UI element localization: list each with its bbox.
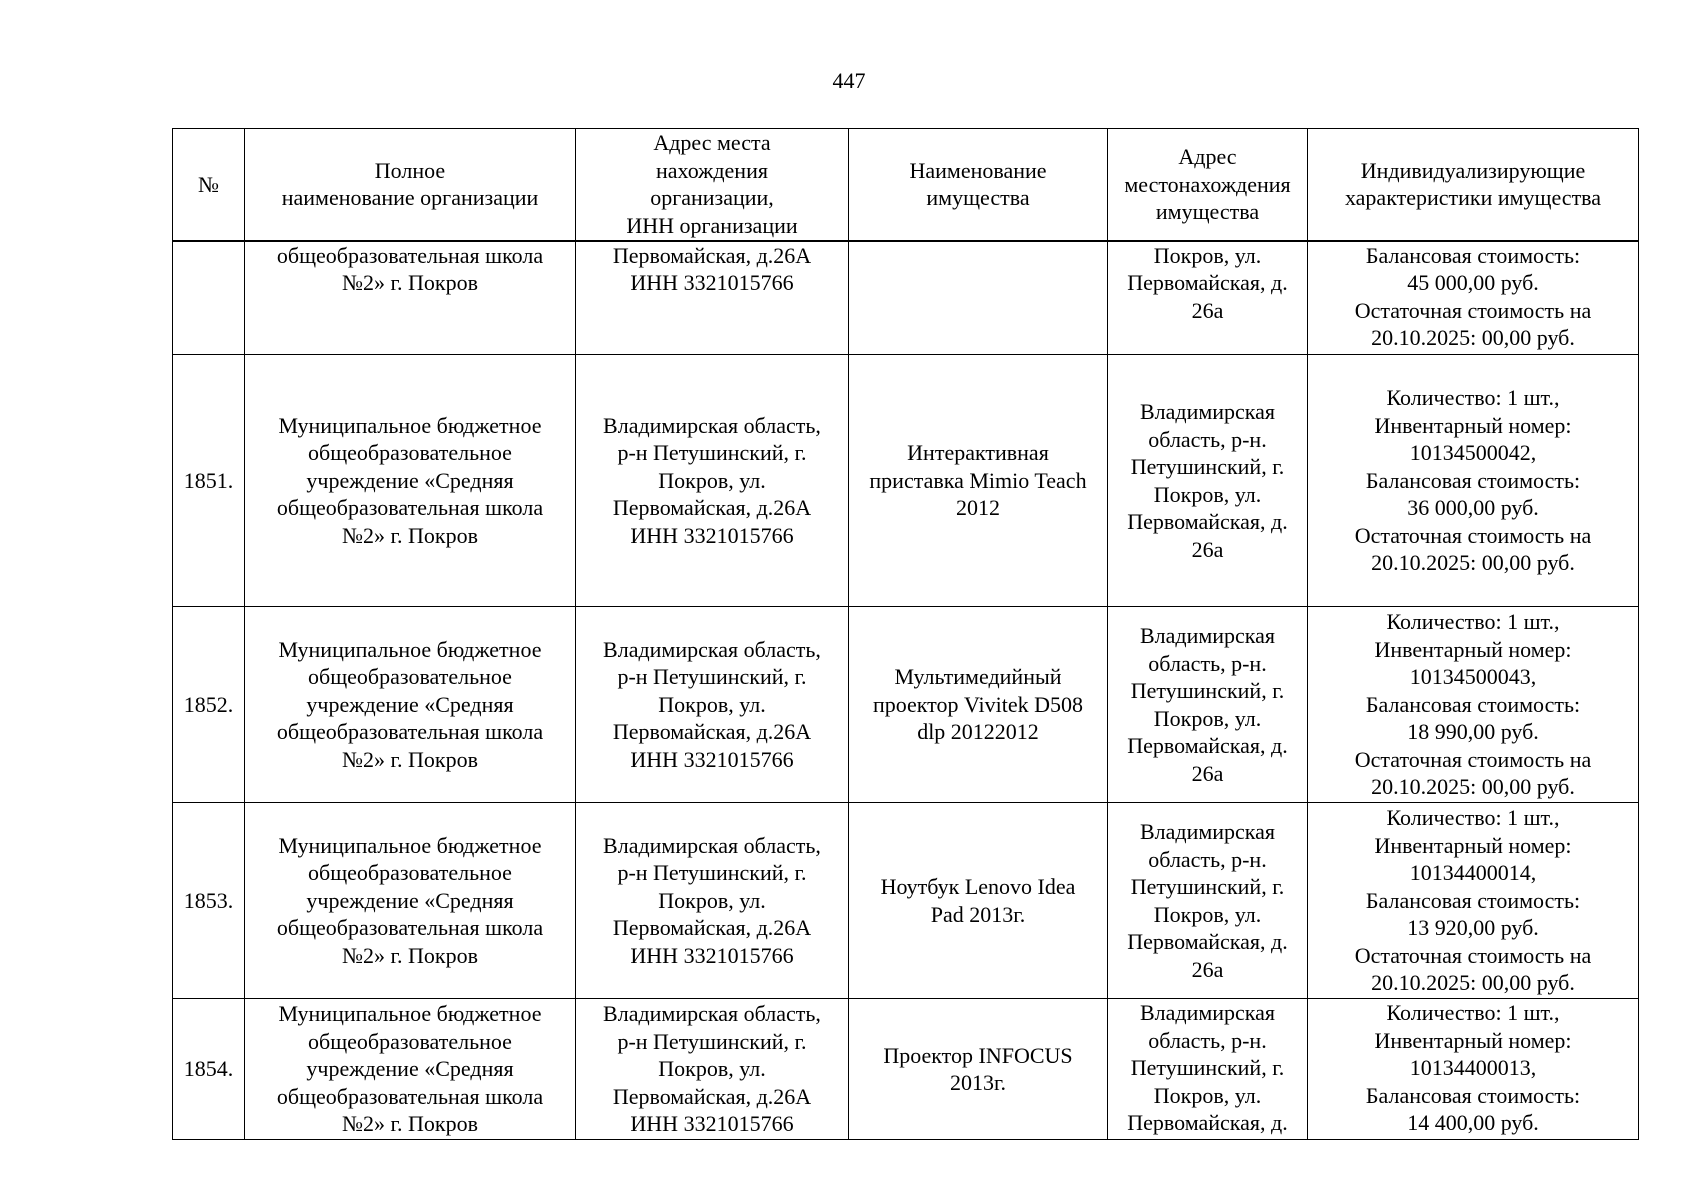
table-row — [173, 607, 1639, 803]
cell-property-address: Владимирская область, р-н. Петушинский, г. Покров, ул. Первомайская, д. 26а — [1108, 355, 1308, 607]
table-row — [173, 355, 1639, 607]
header-property-name: Наименование имущества — [849, 129, 1108, 241]
header-property-address: Адрес местонахождения имущества — [1108, 129, 1308, 241]
header-org-address: Адрес места нахождения организации, ИНН организации — [576, 129, 849, 241]
cell-org-address: Первомайская, д.26А ИНН 3321015766 — [576, 241, 849, 355]
cell-characteristics: Количество: 1 шт., Инвентарный номер: 10134400014, Балансовая стоимость: 13 920,00 руб. Остаточная стоимость на 20.10.2025: 00,00 руб. — [1308, 803, 1639, 999]
cell-property-name: Проектор INFOCUS 2013г. — [849, 999, 1108, 1140]
cell-org-name: Муниципальное бюджетное общеобразовательное учреждение «Средняя общеобразовательная школа №2» г. Покров — [245, 607, 576, 803]
cell-property-address: Владимирская область, р-н. Петушинский, г. Покров, ул. Первомайская, д. — [1108, 999, 1308, 1140]
cell-characteristics: Количество: 1 шт., Инвентарный номер: 10134400013, Балансовая стоимость: 14 400,00 руб. — [1308, 999, 1639, 1140]
cell-property-name: Мультимедийный проектор Vivitek D508 dlp 20122012 — [849, 607, 1108, 803]
header-org-name: Полное наименование организации — [245, 129, 576, 241]
cell-org-name: Муниципальное бюджетное общеобразовательное учреждение «Средняя общеобразовательная школа №2» г. Покров — [245, 355, 576, 607]
cell-org-name: общеобразовательная школа №2» г. Покров — [245, 241, 576, 355]
cell-org-address: Владимирская область, р-н Петушинский, г. Покров, ул. Первомайская, д.26А ИНН 3321015766 — [576, 607, 849, 803]
cell-property-address: Покров, ул. Первомайская, д. 26а — [1108, 241, 1308, 355]
cell-characteristics: Балансовая стоимость: 45 000,00 руб. Остаточная стоимость на 20.10.2025: 00,00 руб. — [1308, 241, 1639, 355]
cell-characteristics: Количество: 1 шт., Инвентарный номер: 10134500042, Балансовая стоимость: 36 000,00 руб. Остаточная стоимость на 20.10.2025: 00,00 руб. — [1308, 355, 1639, 607]
header-number: № — [173, 129, 245, 241]
cell-org-address: Владимирская область, р-н Петушинский, г. Покров, ул. Первомайская, д.26А ИНН 3321015766 — [576, 803, 849, 999]
cell-org-name: Муниципальное бюджетное общеобразовательное учреждение «Средняя общеобразовательная школа №2» г. Покров — [245, 803, 576, 999]
property-registry-table — [172, 128, 1639, 1140]
cell-number: 1851. — [173, 355, 245, 607]
cell-property-address: Владимирская область, р-н. Петушинский, г. Покров, ул. Первомайская, д. 26а — [1108, 803, 1308, 999]
cell-org-address: Владимирская область, р-н Петушинский, г. Покров, ул. Первомайская, д.26А ИНН 3321015766 — [576, 999, 849, 1140]
cell-org-address: Владимирская область, р-н Петушинский, г. Покров, ул. Первомайская, д.26А ИНН 3321015766 — [576, 355, 849, 607]
cell-property-name: Интерактивная приставка Mimio Teach 2012 — [849, 355, 1108, 607]
cell-org-name: Муниципальное бюджетное общеобразовательное учреждение «Средняя общеобразовательная школа №2» г. Покров — [245, 999, 576, 1140]
table-row-continuation — [173, 241, 1639, 355]
cell-characteristics: Количество: 1 шт., Инвентарный номер: 10134500043, Балансовая стоимость: 18 990,00 руб. Остаточная стоимость на 20.10.2025: 00,00 руб. — [1308, 607, 1639, 803]
cell-number: 1852. — [173, 607, 245, 803]
cell-property-address: Владимирская область, р-н. Петушинский, г. Покров, ул. Первомайская, д. 26а — [1108, 607, 1308, 803]
cell-property-name: Ноутбук Lenovo Idea Pad 2013г. — [849, 803, 1108, 999]
cell-number: 1854. — [173, 999, 245, 1140]
header-characteristics: Индивидуализирующие характеристики имущества — [1308, 129, 1639, 241]
cell-number — [173, 241, 245, 355]
page-number: 447 — [832, 68, 866, 93]
table-row — [173, 999, 1639, 1140]
table-row — [173, 803, 1639, 999]
cell-property-name — [849, 241, 1108, 355]
table-header-row — [173, 129, 1639, 241]
cell-number: 1853. — [173, 803, 245, 999]
